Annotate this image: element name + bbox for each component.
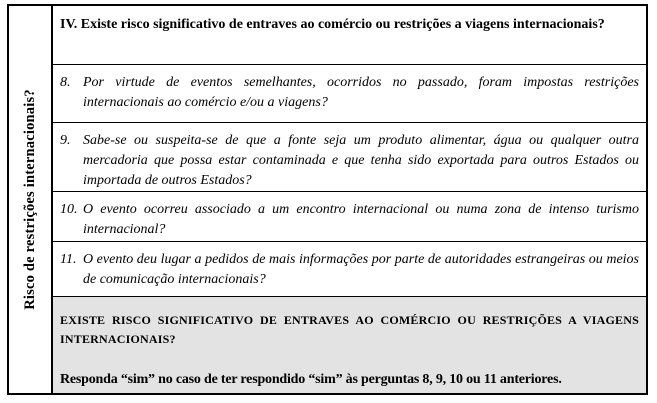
summary-instruction-text: Responda “sim” no caso de ter respondido “sim” às perguntas 8, 9, 10 ou 11 anteriores.: [60, 372, 562, 387]
question-text: O evento ocorreu associado a um encontro internacional ou numa zona de intenso turismo internacional?: [83, 202, 639, 237]
question-text: O evento deu lugar a pedidos de mais informações por parte de autoridades estrangeiras ou meios de comunicação internacionais?: [83, 252, 639, 287]
risk-assessment-table: [7, 4, 648, 395]
summary-question-text: EXISTE RISCO SIGNIFICATIVO DE ENTRAVES AO COMÉRCIO OU RESTRIÇÕES A VIAGENS INTERNACIONAIS?: [60, 313, 639, 346]
question-row-9: [53, 123, 646, 192]
question-text: Por virtude de eventos semelhantes, ocorridos no passado, foram impostas restrições internacionais ao comércio e/ou a viagens?: [83, 75, 639, 110]
question-number: 11.: [60, 252, 77, 267]
question-row-8: [53, 65, 646, 123]
question-number: 8.: [60, 75, 71, 90]
sidebar-vertical-label: Risco de restrições internacionais?: [21, 89, 38, 310]
question-number: 9.: [60, 133, 71, 148]
section-header-text: IV. Existe risco significativo de entraves ao comércio ou restrições a viagens internacionais?: [60, 17, 605, 32]
question-row-11: [53, 242, 646, 297]
sidebar-category-cell: [9, 6, 53, 393]
question-number: 10.: [60, 202, 78, 217]
question-row-10: [53, 192, 646, 242]
questions-column: [53, 6, 646, 393]
summary-row: [53, 297, 646, 393]
section-header-row: [53, 6, 646, 65]
question-text: Sabe-se ou suspeita-se de que a fonte seja um produto alimentar, água ou qualquer outra mercadoria que possa estar contaminada e que tenha sido exportada para outros Estados ou importada de outros Estados?: [83, 133, 639, 188]
